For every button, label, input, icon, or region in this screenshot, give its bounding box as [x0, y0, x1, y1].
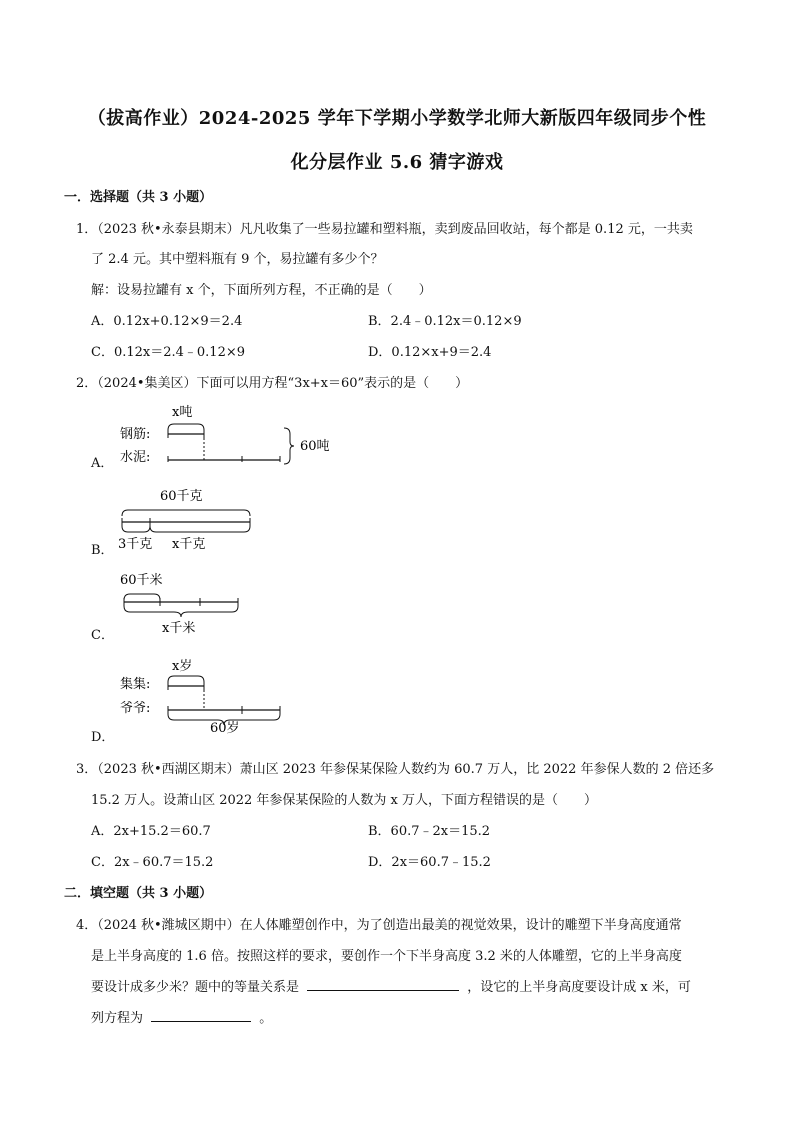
- q3-option-a: A．2x+15.2＝60.7: [91, 824, 211, 839]
- section-heading-fill: 二．填空题（共 3 小题）: [64, 886, 213, 901]
- title-line-1: （拔高作业）2024-2025 学年下学期小学数学北师大新版四年级同步个性: [87, 108, 707, 129]
- q4-line-3: [91, 976, 691, 995]
- q1-line-3: 解：设易拉罐有 x 个，下面所列方程，不正确的是（ ）: [91, 283, 432, 298]
- diagram-a-row1-label: 钢筋:: [120, 427, 151, 442]
- diagram-b-right-brace: [150, 526, 250, 532]
- q4-line-4: [91, 1007, 272, 1026]
- diagram-b-top-label: 60千克: [160, 489, 203, 504]
- q4-blank-relation[interactable]: [307, 976, 459, 991]
- q2-option-b-diagram: [110, 484, 270, 554]
- diagram-d-row2-label: 爷爷:: [120, 701, 151, 716]
- q2-option-d-label: D．: [91, 730, 115, 745]
- q2-option-a-diagram: [110, 400, 350, 470]
- q2-option-c-label: C．: [91, 628, 114, 643]
- q1-line-1: 1．（2023 秋•永泰县期末）凡凡收集了一些易拉罐和塑料瓶，卖到废品回收站，每个都是 0.12 元，一共卖: [76, 222, 693, 237]
- q4-line-4-end: 。: [259, 1011, 273, 1026]
- q4-line-2: 是上半身高度的 1.6 倍。按照这样的要求，要创作一个下半身高度 3.2 米的人体雕塑，它的上半身高度: [91, 949, 682, 964]
- diagram-a-row2-label: 水泥:: [120, 450, 151, 465]
- diagram-c-bottom-label: x千米: [162, 621, 196, 636]
- q2-option-b-label: B．: [91, 543, 114, 558]
- q3-line-2: 15.2 万人。设萧山区 2022 年参保某保险的人数为 x 万人，下面方程错误的是（ ）: [91, 793, 598, 808]
- section-heading-choice: 一．选择题（共 3 小题）: [64, 190, 213, 205]
- q1-option-c: C．0.12x＝2.4﹣0.12×9: [91, 345, 246, 360]
- diagram-a-right-label: 60吨: [300, 439, 330, 454]
- q3-line-1: 3．（2023 秋•西湖区期末）萧山区 2023 年参保某保险人数约为 60.7 万人，比 2022 年参保人数的 2 倍还多: [76, 762, 715, 777]
- q2-stem: 2．（2024•集美区）下面可以用方程“3x+x＝60”表示的是（ ）: [76, 376, 469, 391]
- diagram-d-top-label: x岁: [172, 659, 193, 674]
- diagram-d-row1-label: 集集:: [120, 677, 151, 692]
- diagram-c-top-brace: [124, 594, 160, 600]
- diagram-a-top-brace: [168, 424, 204, 430]
- diagram-a-top-label: x吨: [172, 405, 193, 420]
- q3-option-b: B．60.7﹣2x＝15.2: [368, 824, 491, 839]
- diagram-b-top-brace: [122, 510, 250, 516]
- q4-line-1: 4．（2024 秋•潍城区期中）在人体雕塑创作中，为了创造出最美的视觉效果，设计的雕塑下半身高度通常: [76, 918, 682, 933]
- title-line-2: 化分层作业 5.6 猜字游戏: [290, 152, 504, 173]
- q3-option-c: C．2x﹣60.7＝15.2: [91, 855, 214, 870]
- q4-blank-equation[interactable]: [151, 1007, 251, 1022]
- q1-option-b: B．2.4﹣0.12x＝0.12×9: [368, 314, 522, 329]
- q2-option-c-diagram: [110, 568, 260, 638]
- diagram-b-left-brace: [122, 526, 150, 532]
- diagram-b-left-label: 3千克: [118, 537, 153, 552]
- diagram-d-bottom-label: 60岁: [210, 721, 240, 734]
- diagram-b-right-label: x千克: [172, 537, 206, 552]
- q4-line-4-start: 列方程为: [91, 1011, 144, 1026]
- q1-option-d: D．0.12×x+9＝2.4: [368, 345, 492, 360]
- diagram-d-top-brace: [168, 676, 204, 682]
- q4-line-3-end: ，设它的上半身高度要设计成 x 米，可: [467, 980, 691, 995]
- diagram-a-right-brace: [284, 428, 294, 464]
- diagram-c-bottom-brace: [124, 606, 238, 617]
- q4-line-3-start: 要设计成多少米？题中的等量关系是: [91, 980, 300, 995]
- q2-option-d-diagram: [110, 654, 300, 734]
- q2-option-a-label: A．: [91, 456, 114, 471]
- q1-option-a: A．0.12x+0.12×9＝2.4: [91, 314, 243, 329]
- q3-option-d: D．2x＝60.7﹣15.2: [368, 855, 491, 870]
- q1-line-2: 了 2.4 元。其中塑料瓶有 9 个，易拉罐有多少个？: [91, 252, 384, 267]
- diagram-c-top-label: 60千米: [120, 573, 163, 588]
